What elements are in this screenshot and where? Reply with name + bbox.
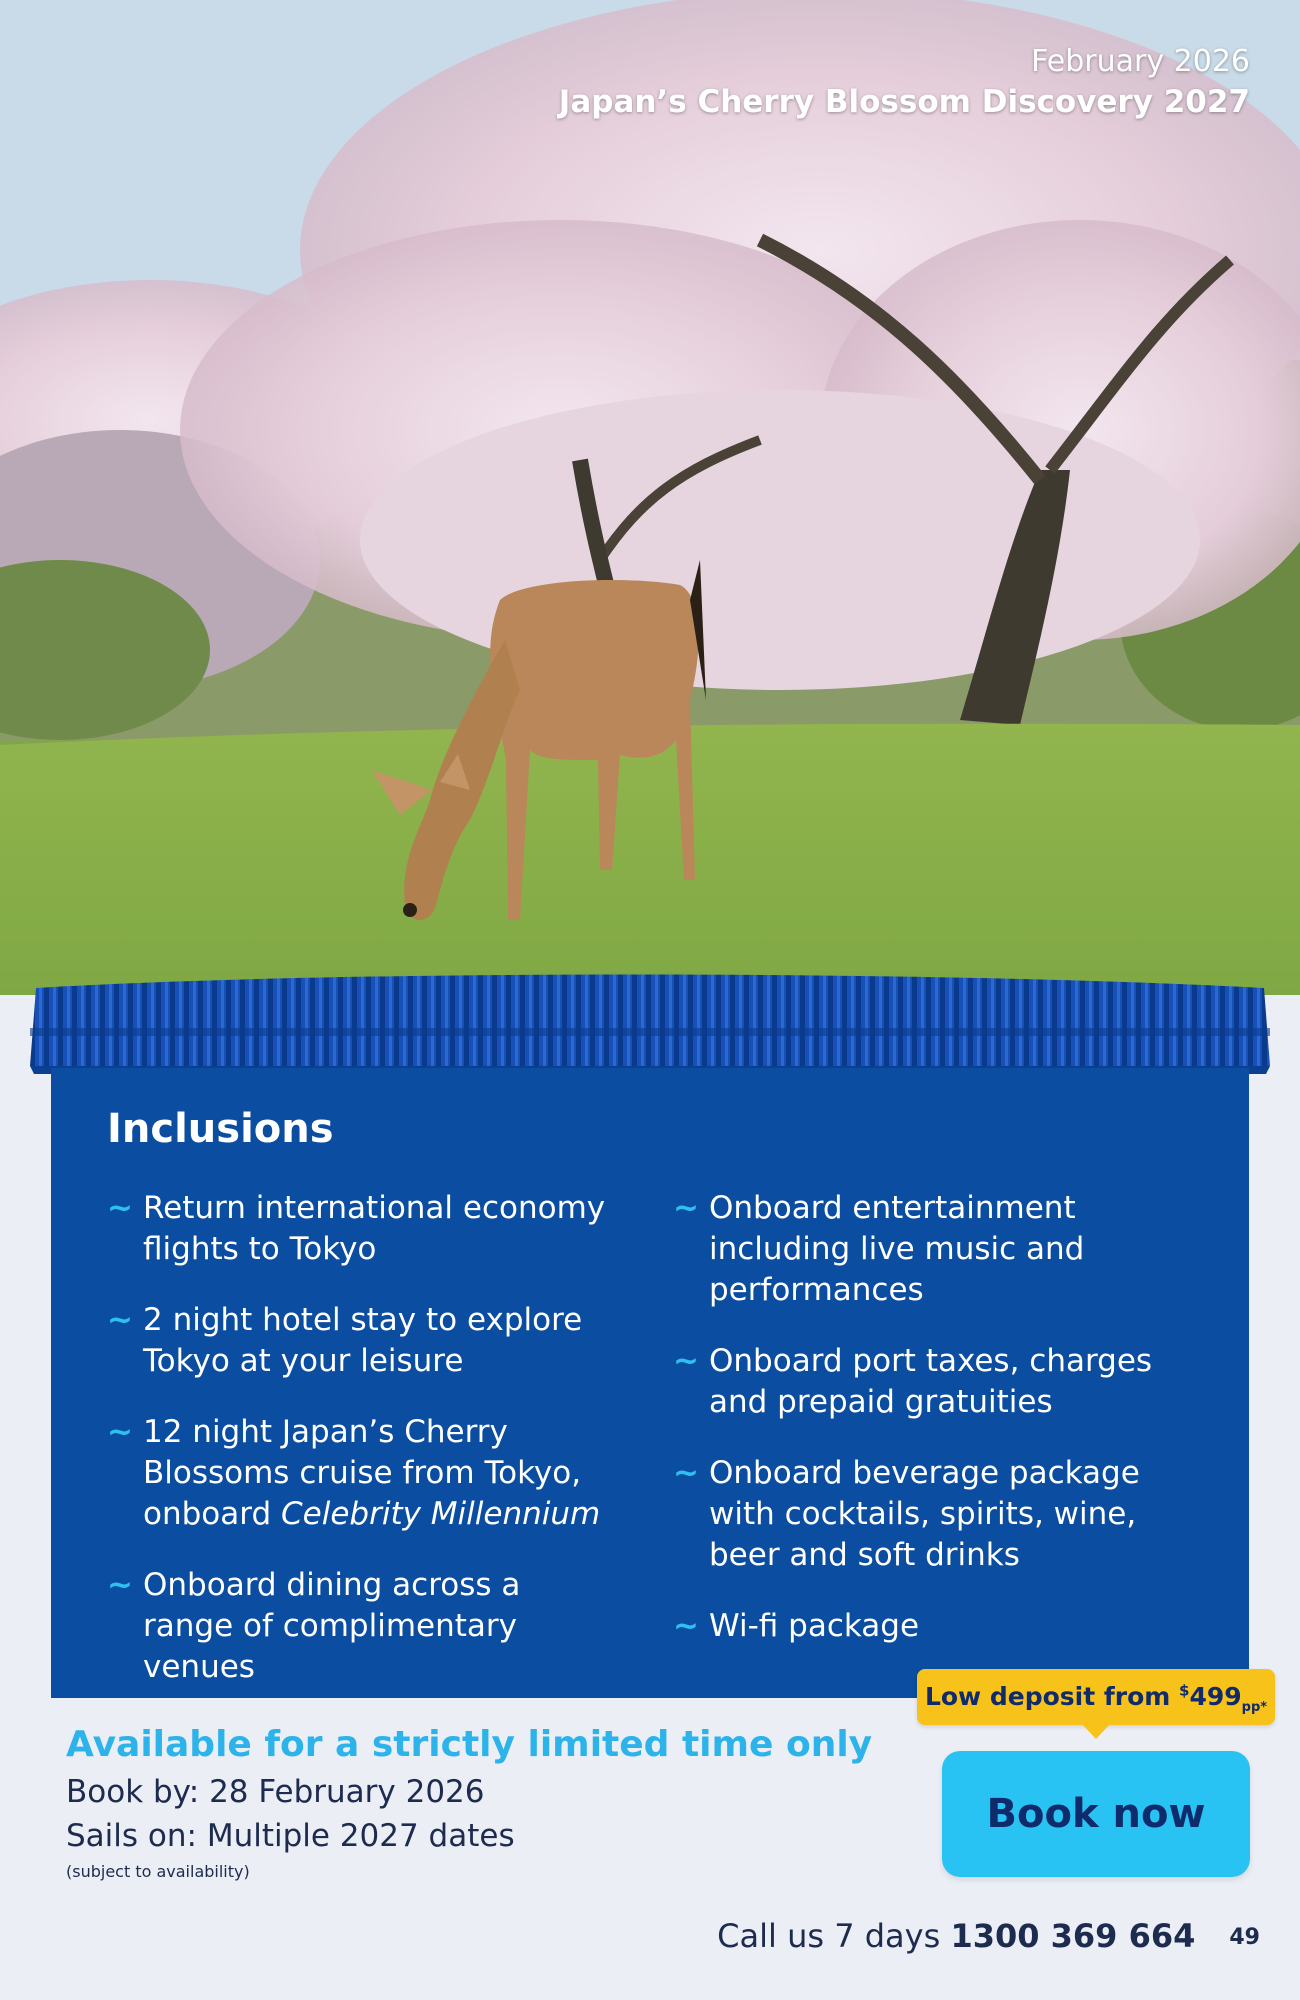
- inclusion-text: Onboard entertainment including live music and performances: [709, 1190, 1085, 1308]
- tilde-bullet-icon: ~: [673, 1608, 699, 1644]
- inclusion-item: [107, 1412, 617, 1535]
- inclusion-text: Wi-fi package: [709, 1608, 920, 1644]
- tilde-bullet-icon: ~: [107, 1414, 133, 1450]
- inclusion-text: 12 night Japan’s Cherry Blossoms cruise from Tokyo, onboard: [143, 1414, 582, 1532]
- inclusion-item: [673, 1453, 1193, 1576]
- tilde-bullet-icon: ~: [107, 1567, 133, 1603]
- inclusion-item: [673, 1606, 1193, 1647]
- deposit-currency: $: [1179, 1681, 1190, 1700]
- inclusions-heading: Inclusions: [107, 1106, 334, 1152]
- inclusion-item: [673, 1341, 1193, 1423]
- inclusion-text: Onboard port taxes, charges and prepaid gratuities: [709, 1343, 1153, 1420]
- inclusion-item: [107, 1300, 617, 1382]
- tilde-bullet-icon: ~: [673, 1455, 699, 1491]
- call-label: Call us 7 days: [717, 1917, 951, 1955]
- book-now-button[interactable]: Book now: [942, 1751, 1250, 1877]
- tilde-bullet-icon: ~: [107, 1302, 133, 1338]
- inclusion-text: 2 night hotel stay to explore Tokyo at your leisure: [143, 1302, 583, 1379]
- book-by-date: Book by: 28 February 2026: [66, 1774, 485, 1810]
- deposit-suffix: pp*: [1241, 1700, 1268, 1715]
- availability-headline: Available for a strictly limited time only: [66, 1724, 873, 1765]
- inclusions-list-right: [673, 1188, 1193, 1647]
- ship-name: Celebrity Millennium: [281, 1496, 601, 1532]
- sails-on-dates: Sails on: Multiple 2027 dates: [66, 1818, 515, 1854]
- inclusions-list-left: [107, 1188, 617, 1688]
- inclusions-panel: [51, 1068, 1249, 1698]
- availability-note: (subject to availability): [66, 1862, 250, 1881]
- tilde-bullet-icon: ~: [673, 1190, 699, 1226]
- issue-date: February 2026: [1031, 44, 1250, 79]
- inclusion-text: Onboard beverage package with cocktails, spirits, wine, beer and soft drinks: [709, 1455, 1140, 1573]
- tilde-bullet-icon: ~: [107, 1190, 133, 1226]
- tilde-bullet-icon: ~: [673, 1343, 699, 1379]
- inclusion-item: [673, 1188, 1193, 1311]
- inclusion-item: [107, 1565, 617, 1688]
- deposit-label: Low deposit from: [924, 1682, 1180, 1711]
- cherry-blossom-deer-illustration: [0, 0, 1300, 995]
- page-number: 49: [1229, 1925, 1260, 1950]
- contact-footer: [717, 1916, 1260, 1958]
- phone-number[interactable]: 1300 369 664: [950, 1917, 1196, 1955]
- inclusion-item: [107, 1188, 617, 1270]
- ruffle-trim: [30, 968, 1270, 1078]
- hero-photo: [0, 0, 1300, 995]
- feature-header: [559, 42, 1250, 122]
- feature-title: Japan’s Cherry Blossom Discovery 2027: [558, 84, 1250, 120]
- deposit-amount: 499: [1189, 1682, 1242, 1711]
- deposit-callout: [917, 1669, 1275, 1725]
- inclusion-text: Onboard dining across a range of complimentary venues: [143, 1567, 521, 1685]
- inclusion-text: Return international economy flights to Tokyo: [143, 1190, 606, 1267]
